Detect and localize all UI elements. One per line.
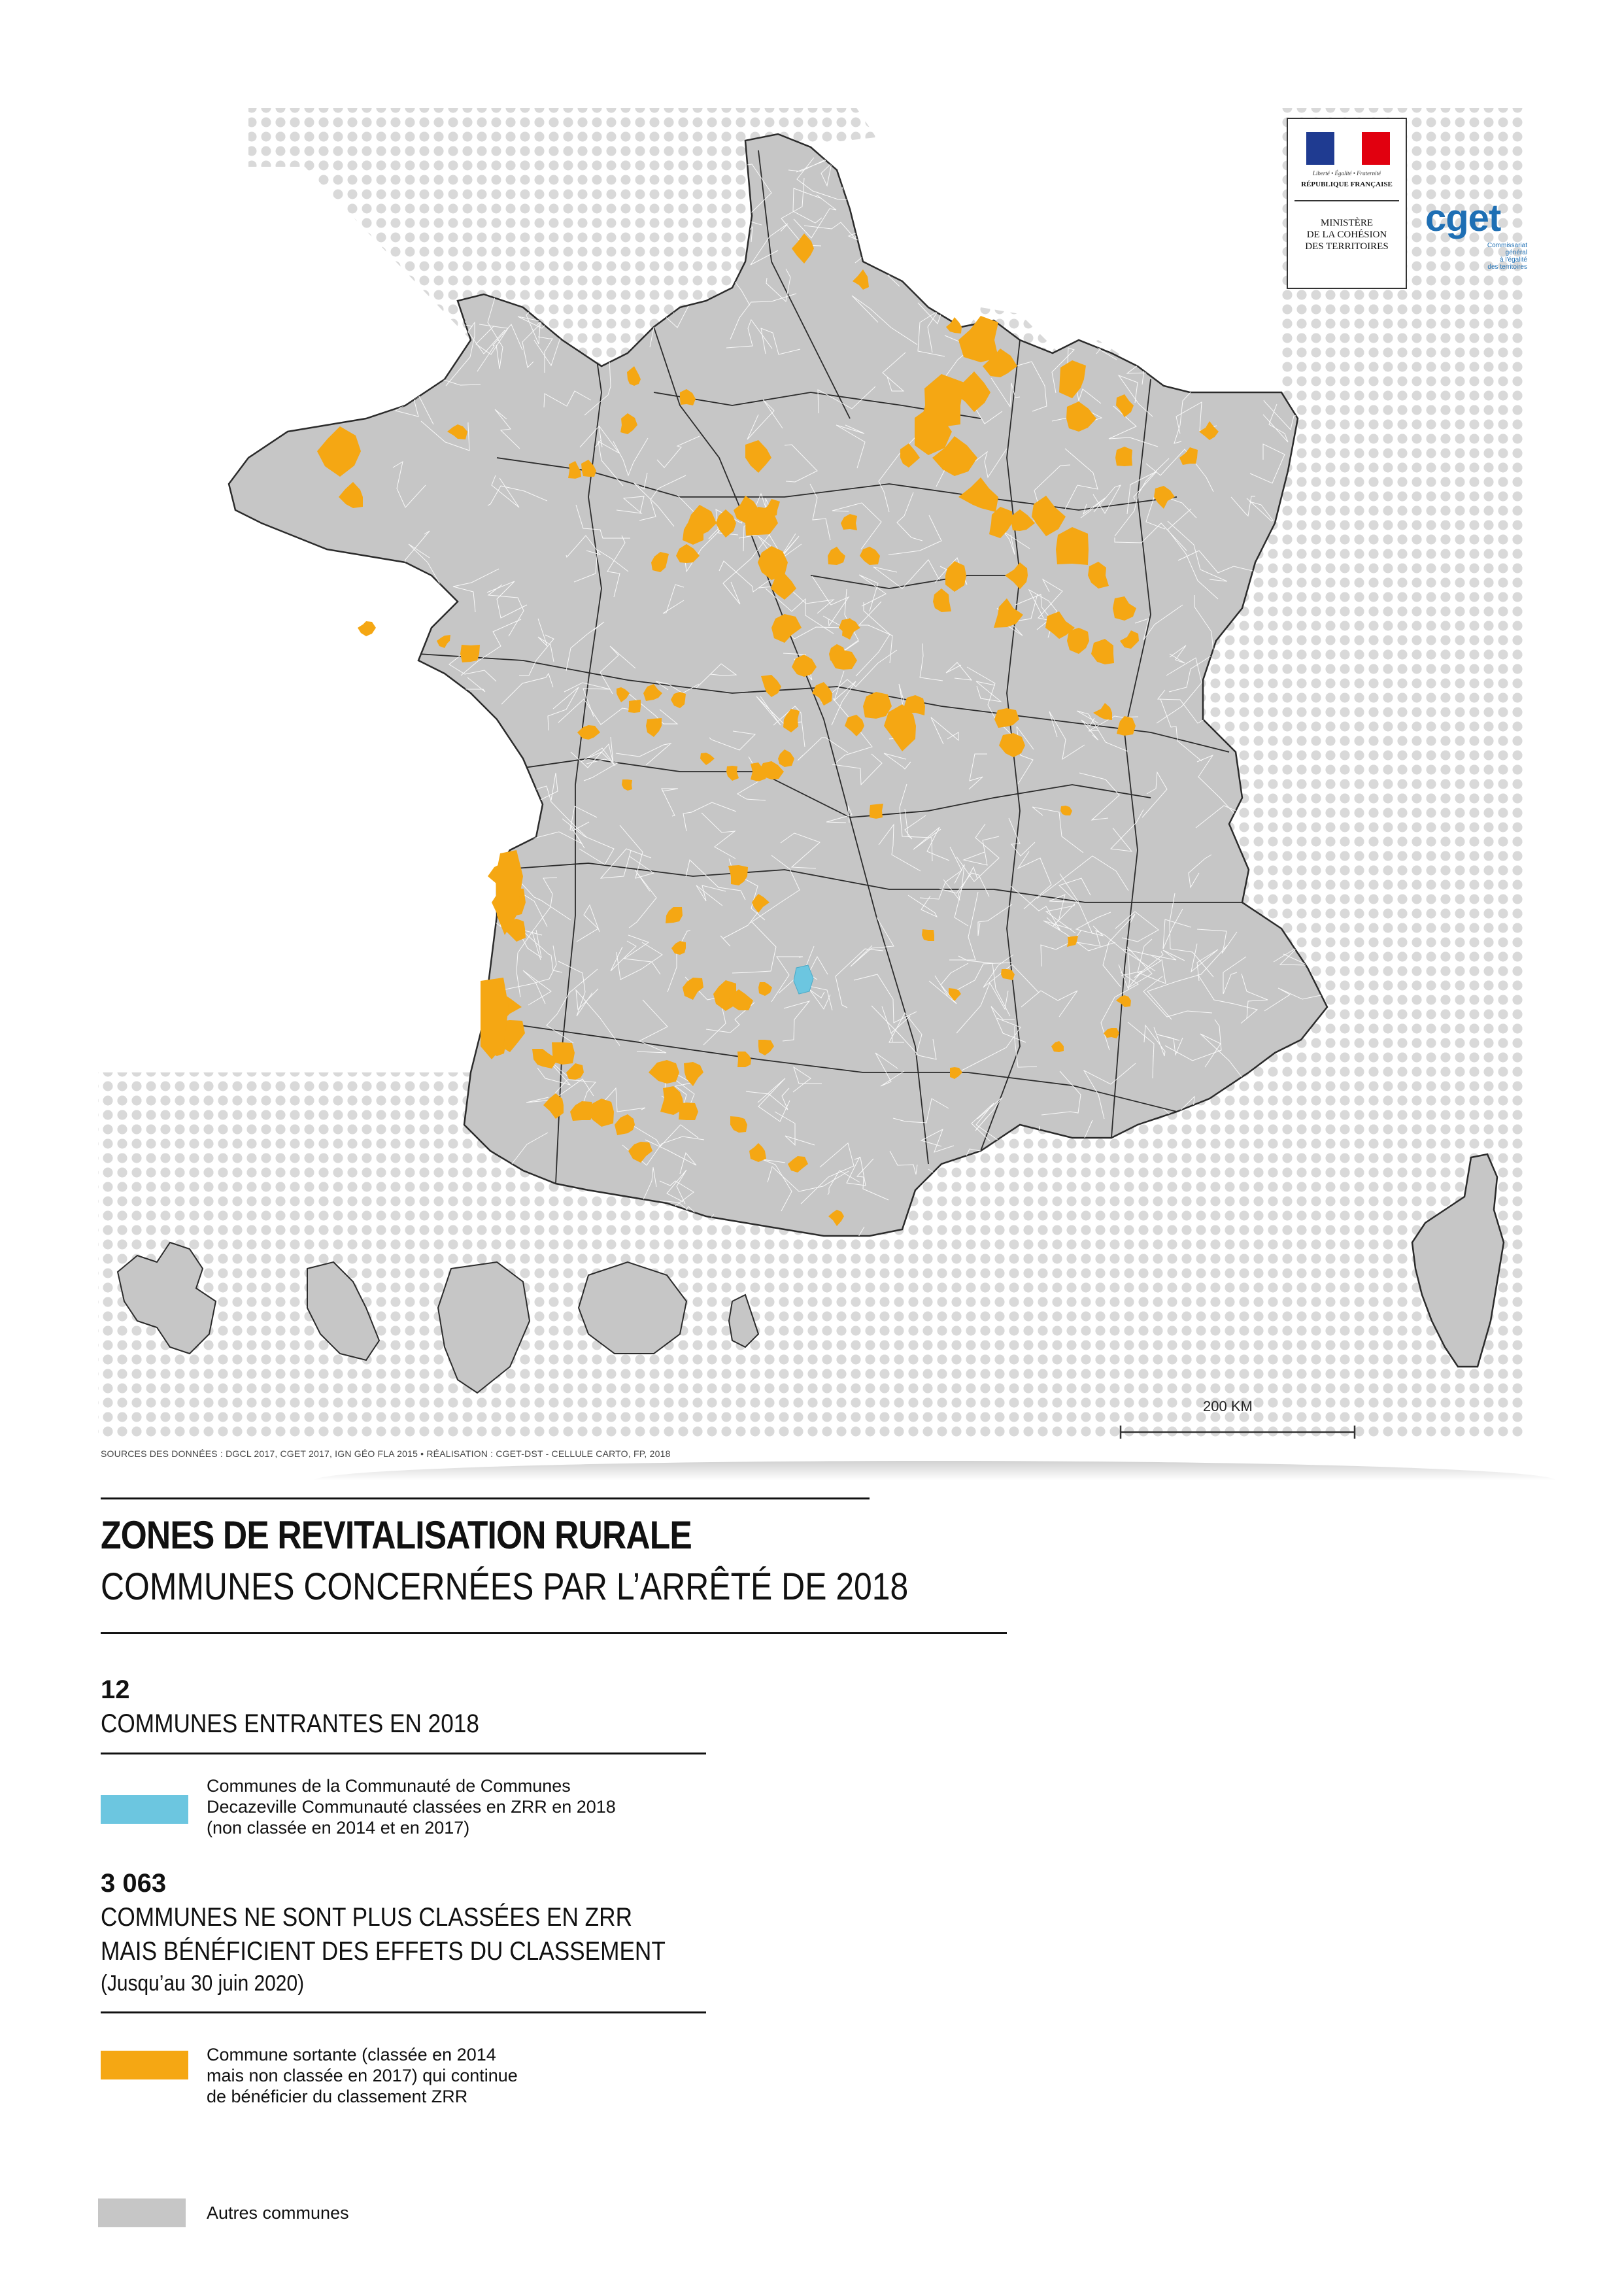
marianne-flag-icon <box>1306 132 1390 165</box>
commune-boundary <box>430 746 459 778</box>
autres-swatch <box>98 2198 186 2227</box>
commune-sortante-zone <box>552 1042 575 1065</box>
rule-sortantes <box>101 2011 706 2013</box>
commune-boundary <box>447 734 473 774</box>
data-sources: SOURCES DES DONNÉES : DGCL 2017, CGET 2017, IGN GÉO FLA 2015 • RÉALISATION : CGET-DST - CELLULE CARTO, FP, 2018 <box>101 1448 671 1459</box>
commune-boundary <box>852 160 881 188</box>
flag-blue-band <box>1306 132 1334 165</box>
ministry-logo <box>1287 118 1407 289</box>
commune-boundary <box>917 245 955 264</box>
logo-divider <box>1294 200 1399 201</box>
entrantes-legend: Communes de la Communauté de Communes Decazeville Communauté classées en ZRR en 2018 (non classée en 2014 et en 2017) <box>207 1776 616 1838</box>
commune-boundary <box>1189 290 1243 322</box>
commune-sortante-zone <box>1115 447 1132 466</box>
ministry-name: MINISTÈRE DE LA COHÉSION DES TERRITOIRES <box>1305 218 1389 252</box>
flag-red-band <box>1362 132 1390 165</box>
commune-boundary <box>917 237 941 275</box>
commune-boundary <box>914 205 942 224</box>
commune-boundary <box>394 938 450 967</box>
commune-boundary <box>949 224 996 288</box>
commune-boundary <box>469 885 492 952</box>
commune-boundary <box>440 1016 481 1057</box>
rule-subtitle <box>101 1632 1007 1634</box>
commune-boundary <box>1207 271 1242 317</box>
commune-boundary <box>1127 153 1143 199</box>
commune-boundary <box>404 911 455 931</box>
sea-dotted-right <box>1281 288 1523 1072</box>
commune-boundary <box>1013 205 1053 241</box>
commune-boundary <box>1023 267 1064 292</box>
commune-boundary <box>408 683 444 715</box>
commune-boundary <box>464 759 486 806</box>
commune-boundary <box>1253 147 1283 186</box>
commune-boundary <box>445 839 475 858</box>
commune-boundary <box>1113 144 1170 161</box>
commune-sortante-zone <box>870 804 883 819</box>
commune-boundary <box>1101 214 1152 239</box>
cget-logo: cget <box>1425 197 1501 239</box>
sortantes-heading-line2: MAIS BÉNÉFICIENT DES EFFETS DU CLASSEMENT <box>101 1937 666 1966</box>
commune-boundary <box>874 156 904 196</box>
sortantes-heading-line1: COMMUNES NE SONT PLUS CLASSÉES EN ZRR <box>101 1903 633 1932</box>
scale-label: 200 KM <box>1203 1398 1253 1414</box>
republic-label: RÉPUBLIQUE FRANÇAISE <box>1301 180 1393 188</box>
commune-boundary <box>427 932 443 972</box>
commune-sortante-zone <box>628 700 641 713</box>
commune-boundary <box>943 224 974 292</box>
flag-white-band <box>1334 132 1362 165</box>
commune-boundary <box>423 683 455 728</box>
commune-boundary <box>501 788 528 813</box>
page-title: ZONES DE REVITALISATION RURALE <box>101 1513 692 1557</box>
rule-entrantes <box>101 1753 706 1754</box>
sortantes-note: (Jusqu’au 30 juin 2020) <box>101 1971 305 1996</box>
commune-boundary <box>1045 305 1098 335</box>
commune-sortante-zone <box>922 929 934 941</box>
republic-motto: Liberté • Égalité • Fraternité <box>1312 170 1381 177</box>
commune-boundary <box>443 874 464 948</box>
commune-boundary <box>907 133 992 163</box>
commune-boundary <box>1134 176 1162 203</box>
commune-boundary <box>448 710 482 776</box>
commune-sortante-zone <box>358 621 376 636</box>
sortantes-swatch <box>101 2051 188 2079</box>
entrantes-heading: COMMUNES ENTRANTES EN 2018 <box>101 1709 479 1738</box>
commune-boundary <box>1002 145 1057 184</box>
sea-dotted-top-left <box>248 108 745 167</box>
commune-boundary <box>1053 240 1094 278</box>
commune-boundary <box>980 257 1028 302</box>
commune-boundary <box>1243 125 1264 155</box>
commune-boundary <box>873 154 892 201</box>
entrantes-swatch <box>101 1795 188 1824</box>
cget-tagline: Commissariat général à l'égalité des territoires <box>1487 242 1527 271</box>
commune-sortante-zone <box>460 645 480 662</box>
autres-legend: Autres communes <box>207 2203 349 2223</box>
rule-top <box>101 1497 870 1499</box>
commune-boundary <box>999 217 1036 250</box>
sortantes-legend: Commune sortante (classée en 2014 mais non classée en 2017) qui continue de bénéficier du classement ZRR <box>207 2045 518 2106</box>
sortantes-count: 3 063 <box>101 1869 167 1898</box>
page-subtitle: COMMUNES CONCERNÉES PAR L’ARRÊTÉ DE 2018 <box>101 1565 909 1608</box>
commune-sortante-zone <box>679 1103 698 1120</box>
commune-boundary <box>487 798 533 825</box>
commune-boundary <box>418 326 440 353</box>
commune-boundary <box>458 765 506 793</box>
commune-boundary <box>477 772 510 821</box>
entrantes-count: 12 <box>101 1675 130 1704</box>
commune-sortante-zone <box>958 316 998 362</box>
